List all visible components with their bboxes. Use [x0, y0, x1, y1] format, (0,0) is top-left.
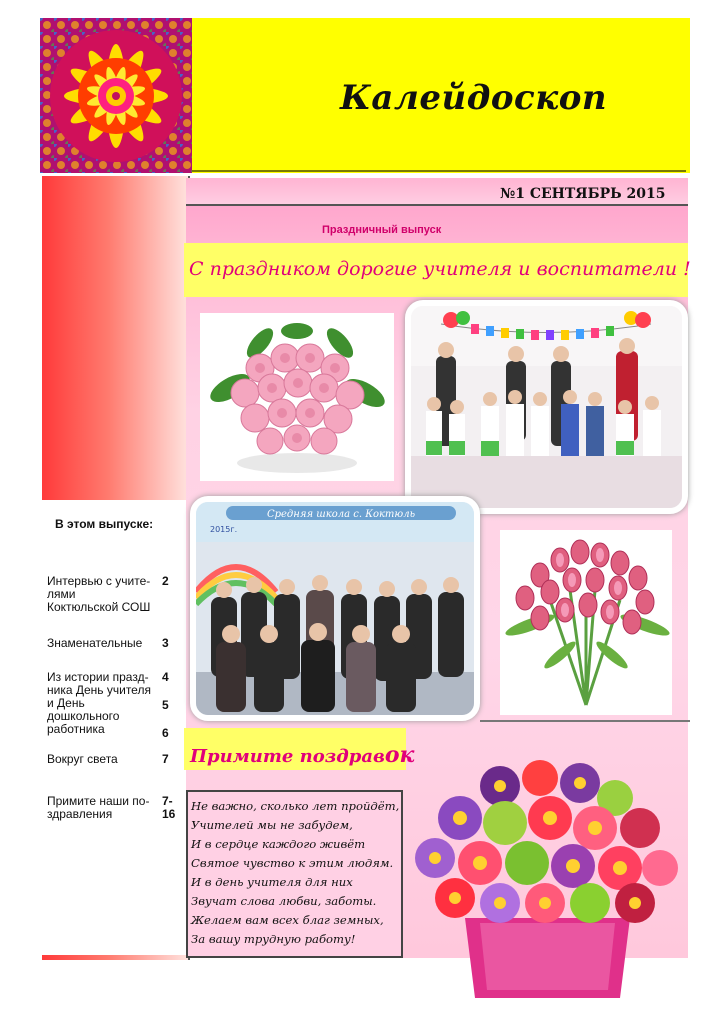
roses-photo	[200, 313, 394, 481]
poem-line: Не важно, сколько лет пройдёт,	[191, 799, 400, 813]
toc-item-line: Из истории празд-	[47, 670, 149, 684]
newspaper-title: Калейдоскоп	[340, 78, 608, 118]
toc-item-line: лями	[47, 587, 76, 601]
greeting-headline: С праздником дорогие учителя и воспитатели !	[189, 258, 691, 280]
toc-item-history[interactable]	[47, 671, 151, 736]
poem-line: И в день учителя для них	[191, 875, 353, 889]
poem-line: Желаем вам всех благ земных,	[191, 913, 384, 927]
masthead-divider	[192, 170, 686, 172]
toc-item-line: Знаменательные	[47, 636, 143, 650]
issue-subtitle: Праздничный выпуск	[322, 224, 442, 236]
toc-item-line: Коктюльской СОШ	[47, 600, 151, 614]
section-divider	[480, 720, 690, 722]
toc-page-number: 2	[162, 574, 169, 588]
poem-line: За вашу трудную работу!	[191, 932, 356, 946]
toc-item-around-world[interactable]	[47, 753, 118, 766]
toc-item-interview[interactable]	[47, 575, 150, 614]
toc-item-line: Вокруг света	[47, 752, 118, 766]
toc-item-line: работника	[47, 722, 105, 736]
poem-line: Звучат слова любви, заботы.	[191, 894, 377, 908]
poem-line: Святое чувство к этим людям.	[191, 856, 394, 870]
toc-item-line: дошкольного	[47, 709, 120, 723]
toc-page-number: 4	[162, 670, 169, 684]
toc-page-number: 6	[162, 726, 169, 740]
toc-page-number: 3	[162, 636, 169, 650]
tulips-photo	[500, 530, 672, 715]
toc-item-line: ника День учителя	[47, 683, 151, 697]
poem-line: И в сердце каждого живёт	[191, 837, 366, 851]
toc-page-number: 16	[162, 807, 176, 821]
toc-item-line: и День	[47, 696, 85, 710]
kaleidoscope-logo	[40, 18, 192, 173]
toc-item-line: Интервью с учите-	[47, 574, 151, 588]
toc-page-number: 7-	[162, 794, 173, 808]
toc-heading: В этом выпуске:	[55, 517, 154, 531]
congrats-heading-text: Примите поздрав	[190, 746, 385, 767]
school-staff-photo	[190, 496, 480, 721]
toc-page-number: 7	[162, 752, 169, 766]
toc-item-line: Примите наши по-	[47, 794, 150, 808]
congrats-heading	[190, 742, 414, 768]
congrats-heading-ending: ок	[384, 742, 415, 768]
toc-page-number: 5	[162, 698, 169, 712]
toc-item-line: здравления	[47, 807, 113, 821]
poem-line: Учителей мы не забудем,	[191, 818, 353, 832]
issue-divider	[186, 204, 688, 206]
kindergarten-group-photo	[405, 300, 688, 514]
staff-banner: Средняя школа с. Коктюль	[266, 509, 416, 520]
issue-number-date: №1 СЕНТЯБРЬ 2015	[500, 186, 666, 202]
toc-item-congrats[interactable]	[47, 795, 149, 821]
aster-bouquet-photo	[405, 758, 690, 1003]
toc-item-notable[interactable]	[47, 637, 142, 650]
staff-year: 2015г.	[210, 525, 238, 534]
